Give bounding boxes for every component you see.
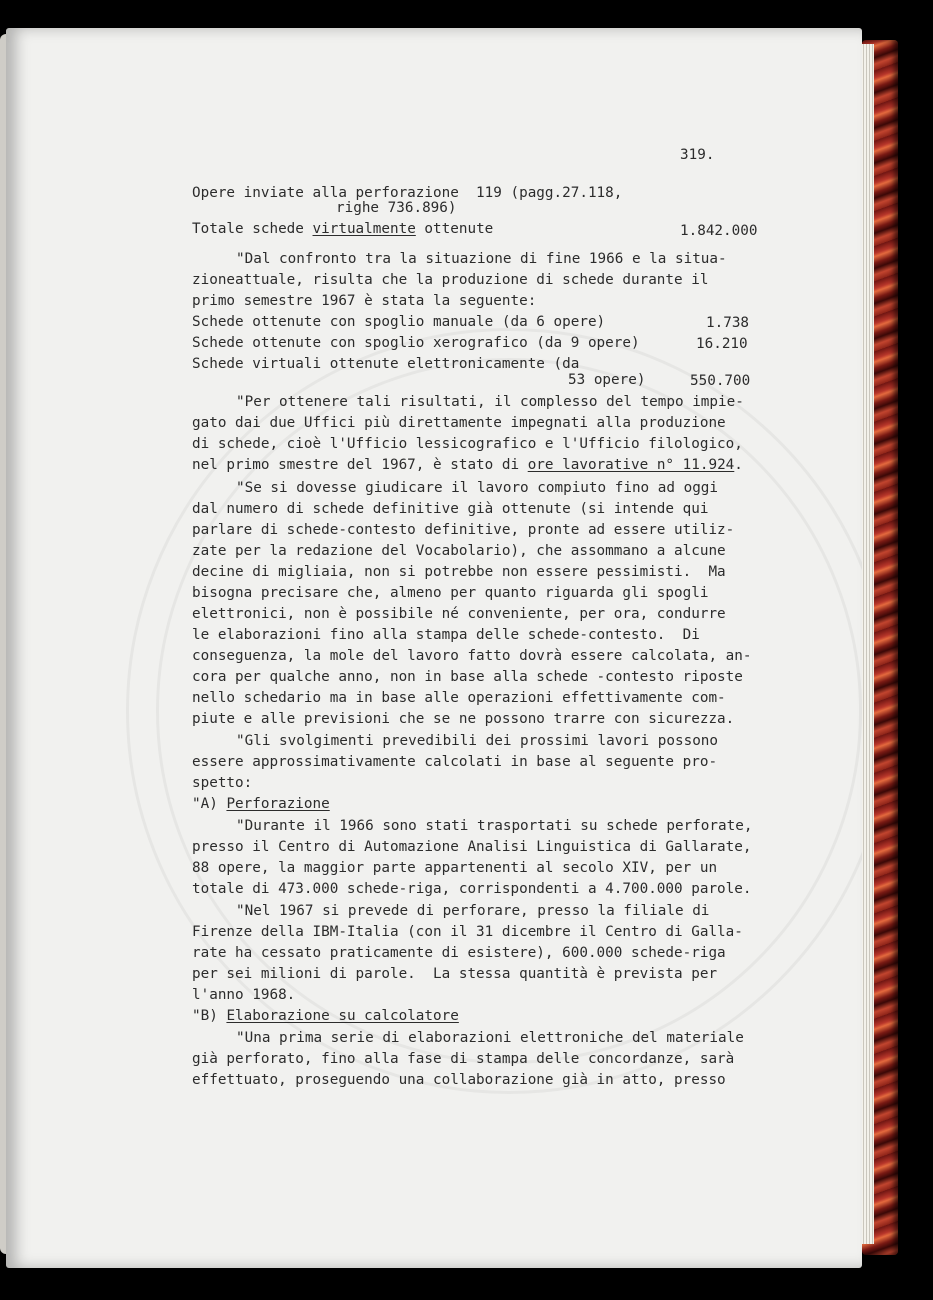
- text-line: effettuato, proseguendo una collaborazione già in atto, presso: [192, 1072, 726, 1088]
- table-value: 550.700: [690, 373, 751, 389]
- text-line: conseguenza, la mole del lavoro fatto dovrà essere calcolata, an-: [192, 648, 752, 664]
- table-value: 1.738: [706, 315, 750, 331]
- section-heading: [192, 797, 330, 811]
- text-line: Schede virtuali ottenute elettronicamente (da: [192, 356, 580, 372]
- text-run: "B): [192, 1008, 227, 1024]
- text-run: "A): [192, 796, 227, 812]
- text-line: [192, 222, 493, 236]
- text-line: decine di migliaia, non si potrebbe non essere pessimisti. Ma: [192, 564, 726, 580]
- text-line: bisogna precisare che, almeno per quanto riguarda gli spogli: [192, 585, 709, 601]
- text-line: "Durante il 1966 sono stati trasportati su schede perforate,: [236, 818, 753, 834]
- text-line: spetto:: [192, 775, 253, 791]
- page-number: 319.: [680, 147, 715, 163]
- text-line: dal numero di schede definitive già ottenute (si intende qui: [192, 501, 709, 517]
- section-heading: [192, 1009, 459, 1023]
- text-line: gato dai due Uffici più direttamente impegnati alla produzione: [192, 415, 726, 431]
- text-run: Totale schede: [192, 221, 313, 237]
- text-line: parlare di schede-contesto definitive, pronte ad essere utiliz-: [192, 522, 735, 538]
- text-line: Schede ottenute con spoglio manuale (da 6 opere): [192, 314, 606, 330]
- typed-text: [6, 28, 862, 1268]
- total-value: 1.842.000: [680, 223, 758, 239]
- text-line: totale di 473.000 schede-riga, corrispondenti a 4.700.000 parole.: [192, 881, 752, 897]
- text-line: "Gli svolgimenti prevedibili dei prossimi lavori possono: [236, 733, 719, 749]
- text-line: righe 736.896): [336, 200, 457, 216]
- text-line: cora per qualche anno, non in base alla schede -contesto riposte: [192, 669, 743, 685]
- text-line: "Nel 1967 si prevede di perforare, presso la filiale di: [236, 903, 710, 919]
- text-line: l'anno 1968.: [192, 987, 296, 1003]
- underlined-text: virtualmente: [312, 221, 416, 237]
- text-line: primo semestre 1967 è stata la seguente:: [192, 293, 537, 309]
- text-line: 53 opere): [568, 372, 646, 388]
- text-line: "Per ottenere tali risultati, il complesso del tempo impie-: [236, 394, 744, 410]
- text-line: Schede ottenute con spoglio xerografico (da 9 opere): [192, 335, 640, 351]
- text-line: Opere inviate alla perforazione 119 (pagg.27.118,: [192, 185, 623, 201]
- text-line: piute e alle previsioni che se ne possono trarre con sicurezza.: [192, 711, 735, 727]
- text-line: "Una prima serie di elaborazioni elettroniche del materiale: [236, 1030, 744, 1046]
- underlined-text: Perforazione: [226, 796, 330, 812]
- text-line: le elaborazioni fino alla stampa delle schede-contesto. Di: [192, 627, 700, 643]
- book-page: [6, 28, 862, 1268]
- text-line: nello schedario ma in base alle operazioni effettivamente com-: [192, 690, 726, 706]
- underlined-text: Elaborazione su calcolatore: [226, 1008, 459, 1024]
- text-line: elettronici, non è possibile né conveniente, per ora, condurre: [192, 606, 726, 622]
- table-value: 16.210: [696, 336, 748, 352]
- text-line: essere approssimativamente calcolati in base al seguente pro-: [192, 754, 718, 770]
- text-line: 88 opere, la maggior parte appartenenti al secolo XIV, per un: [192, 860, 718, 876]
- text-line: zate per la redazione del Vocabolario), che assommano a alcune: [192, 543, 726, 559]
- text-line: "Se si dovesse giudicare il lavoro compiuto fino ad oggi: [236, 480, 719, 496]
- text-line: [192, 458, 743, 472]
- text-line: di schede, cioè l'Ufficio lessicografico e l'Ufficio filologico,: [192, 436, 743, 452]
- text-line: già perforato, fino alla fase di stampa delle concordanze, sarà: [192, 1051, 735, 1067]
- text-run: .: [734, 457, 743, 473]
- text-line: Firenze della IBM-Italia (con il 31 dicembre il Centro di Galla-: [192, 924, 743, 940]
- text-line: zioneattuale, risulta che la produzione di schede durante il: [192, 272, 709, 288]
- text-line: rate ha cessato praticamente di esistere), 600.000 schede-riga: [192, 945, 726, 961]
- text-line: "Dal confronto tra la situazione di fine 1966 e la situa-: [236, 251, 727, 267]
- text-run: nel primo smestre del 1967, è stato di: [192, 457, 528, 473]
- text-line: per sei milioni di parole. La stessa quantità è prevista per: [192, 966, 718, 982]
- text-line: presso il Centro di Automazione Analisi Linguistica di Gallarate,: [192, 839, 752, 855]
- text-run: ottenute: [415, 221, 494, 237]
- underlined-text: ore lavorative n° 11.924: [527, 457, 735, 473]
